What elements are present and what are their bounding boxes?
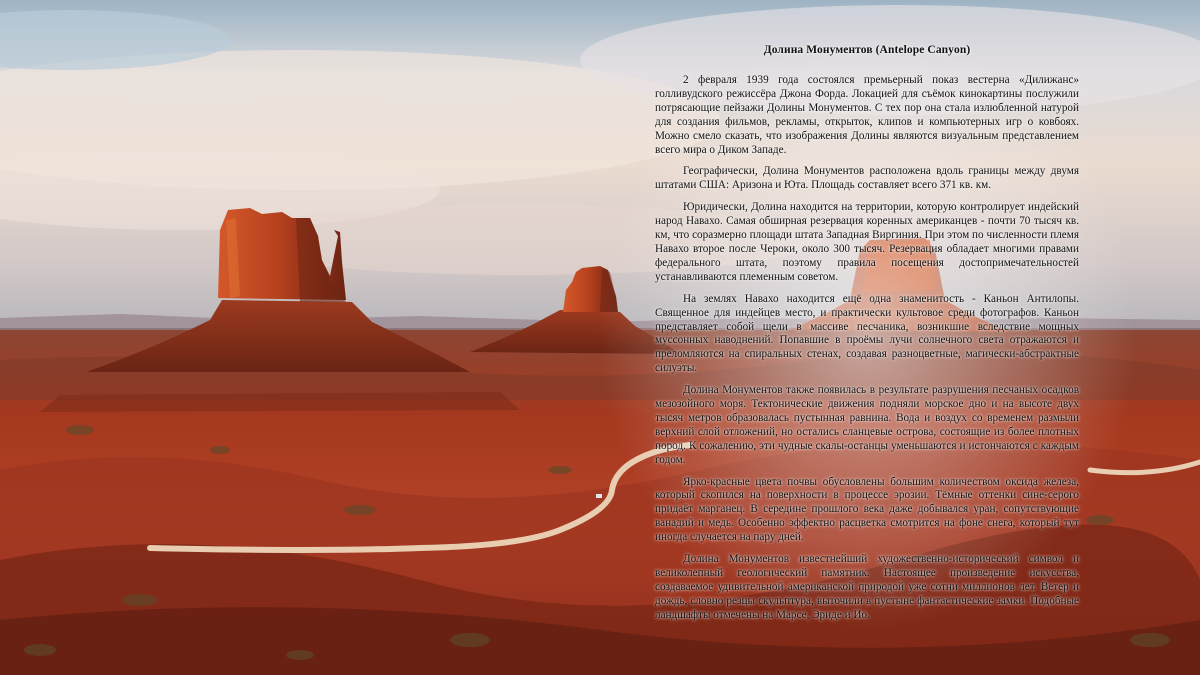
article-paragraph: 2 февраля 1939 года состоялся премьерный показ вестерна «Дилижанс» голливудского режиссёра Джона Форда. Локацией для съёмок кинокартины послужили потрясающие пейзажи Долины Монументов. С тех пор она стала излюбленной натурой для создания фильмов, рекламы, открыток, клипов и компьютерных игр о ковбоях. Можно смело сказать, что изображения Долины являются визуальным представлением всего мира о Диком Западе. <box>655 74 1079 156</box>
article-paragraph: Долина Монументов известнейший художественно-исторический символ и великолепный геологический памятник. Настоящее произведение искусства, создаваемое удивительной американской природой уже сотни миллионов лет. Ветер и дождь, словно резцы скульптура, выточили в пустыне фантастические замки. Подобные ландшафты отмечены на Марсе, Эриде и Ио. <box>655 553 1079 621</box>
article-overlay <box>655 44 1079 631</box>
article-paragraph: Юридически, Долина находится на территории, которую контролирует индейский народ Навахо. Самая обширная резервация коренных американцев - почти 70 тысяч кв. км, что соразмерно площади штата Западная Виргиния. При этом по численности племя Навахо второе после Чероки, около 300 тысяч. Резервация обладает многими правами федерального штата, поэтому правила посещения достопримечательностей устанавливаются племенным советом. <box>655 201 1079 283</box>
article-paragraph: Географически, Долина Монументов расположена вдоль границы между двумя штатами США: Аризона и Юта. Площадь составляет всего 371 кв. км. <box>655 165 1079 192</box>
article-paragraph: На землях Навахо находится ещё одна знаменитость - Каньон Антилопы. Священное для индейцев место, и практически культовое среди фотографов. Каньон представляет собой щели в массиве песчаника, возникшие вследствие мощных муссонных наводнений. Попавшие в проёмы лучи солнечного света отражаются и преломляются на спиральных стенах, создавая разноцветные, магически-абстрактные силуэты. <box>655 292 1079 375</box>
article-title: Долина Монументов (Antelope Canyon) <box>763 44 971 56</box>
article-paragraph: Ярко-красные цвета почвы обусловлены большим количеством оксида железа, который скопился на поверхности в процессе эрозии. Тёмные оттенки сине-серого придаёт марганец. В середине прошлого века даже добывался уран, сопутствующие ванадий и медь. Особенно эффектно расцветка смотрится на фоне снега, который тут иногда случается на пару дней. <box>655 475 1079 544</box>
article-paragraph: Долина Монументов также появилась в результате разрушения песчаных осадков мезозойного моря. Тектонические движения подняли морское дно и на высоте двух тысяч метров образовалась пустынная равнина. Вода и воздух со временем размыли верхний слой отложений, но остались сланцевые острова, состоящие из более плотных пород. К сожалению, эти чудные скалы-останцы уменьшаются и истончаются с каждым годом. <box>655 384 1079 466</box>
